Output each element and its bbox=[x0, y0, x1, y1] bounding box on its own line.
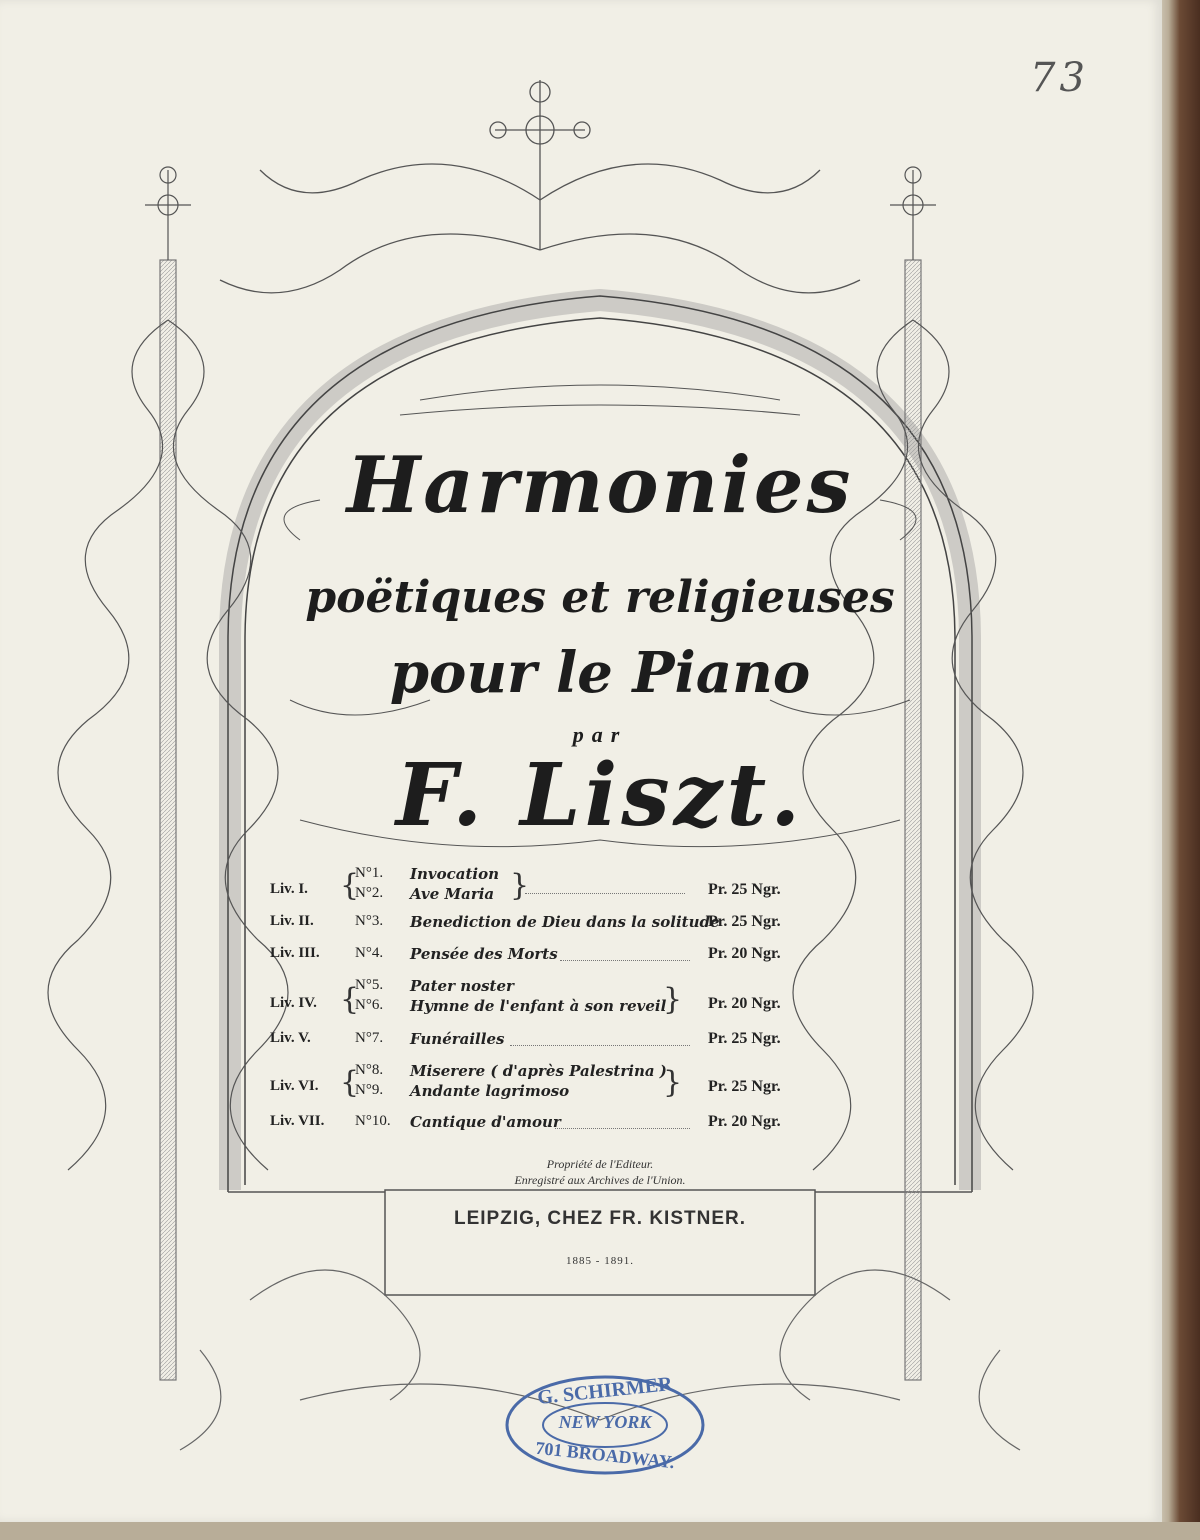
price: Pr. 20 Ngr. bbox=[708, 945, 781, 962]
piece-title: Ave Maria bbox=[410, 885, 495, 903]
composer-name: F. Liszt. bbox=[395, 745, 805, 846]
stamp-city: NEW YORK bbox=[558, 1412, 652, 1432]
piece-title: Funérailles bbox=[410, 1030, 505, 1048]
registration-notice: Enregistré aux Archives de l'Union. bbox=[514, 1173, 686, 1187]
title-line-harmonies: Harmonies bbox=[346, 440, 854, 531]
livraison-label: Liv. V. bbox=[270, 1030, 311, 1046]
publication-years: 1885 - 1891. bbox=[566, 1255, 634, 1267]
title-line-par: par bbox=[572, 722, 628, 747]
contents-row bbox=[270, 865, 840, 903]
piece-title: Benediction de Dieu dans la solitude bbox=[410, 913, 720, 931]
contents-row bbox=[270, 977, 840, 1017]
price: Pr. 20 Ngr. bbox=[708, 1113, 781, 1130]
page-edge bbox=[0, 1522, 1200, 1540]
contents-row bbox=[270, 1113, 840, 1135]
brace-left: { bbox=[340, 982, 360, 1017]
piece-title: Andante lagrimoso bbox=[410, 1082, 570, 1100]
stamp-name: G. SCHIRMER bbox=[536, 1372, 674, 1410]
imprint-panel bbox=[385, 1190, 815, 1295]
piece-number: N°7. bbox=[355, 1030, 384, 1046]
contents-row bbox=[270, 1030, 840, 1052]
brace-left: { bbox=[340, 1065, 360, 1100]
piece-title: Miserere ( d'après Palestrina ) bbox=[410, 1062, 667, 1080]
livraison-label: Liv. III. bbox=[270, 945, 320, 961]
stamp-address: 701 BROADWAY. bbox=[534, 1437, 676, 1473]
livraison-label: Liv. IV. bbox=[270, 995, 317, 1011]
piece-number: N°2. bbox=[355, 885, 384, 901]
contents-row bbox=[270, 1062, 840, 1100]
piece-number: N°4. bbox=[355, 945, 384, 961]
price: Pr. 25 Ngr. bbox=[708, 881, 781, 898]
property-notice: Propriété de l'Editeur. bbox=[546, 1157, 654, 1171]
dot-leader bbox=[525, 893, 685, 894]
piece-number: N°6. bbox=[355, 997, 384, 1013]
contents-row bbox=[270, 945, 840, 967]
piece-title: Cantique d'amour bbox=[410, 1113, 561, 1131]
title-line-poetiques: poëtiques et religieuses bbox=[305, 572, 895, 623]
top-cross-ornament bbox=[220, 80, 860, 293]
livraison-label: Liv. II. bbox=[270, 913, 314, 929]
piece-number: N°9. bbox=[355, 1082, 384, 1098]
publisher-line: LEIPZIG, CHEZ FR. KISTNER. bbox=[453, 1208, 746, 1229]
folio-number: 73 bbox=[1030, 55, 1089, 101]
piece-title: Pensée des Morts bbox=[410, 945, 558, 963]
brace-right: } bbox=[663, 982, 683, 1017]
piece-title: Hymne de l'enfant à son reveil bbox=[410, 997, 667, 1015]
price: Pr. 25 Ngr. bbox=[708, 1030, 781, 1047]
brace-left: { bbox=[340, 868, 360, 903]
piece-title: Invocation bbox=[410, 865, 500, 883]
livraison-label: Liv. VI. bbox=[270, 1078, 319, 1094]
piece-number: N°8. bbox=[355, 1062, 384, 1078]
price: Pr. 20 Ngr. bbox=[708, 995, 781, 1012]
piece-number: N°1. bbox=[355, 865, 384, 881]
livraison-label: Liv. VII. bbox=[270, 1113, 325, 1129]
piece-title: Pater noster bbox=[410, 977, 514, 995]
price: Pr. 25 Ngr. bbox=[708, 913, 781, 930]
price: Pr. 25 Ngr. bbox=[708, 1078, 781, 1095]
brace-right: } bbox=[510, 868, 530, 903]
dot-leader bbox=[555, 1128, 690, 1129]
piece-number: N°5. bbox=[355, 977, 384, 993]
brace-right: } bbox=[663, 1065, 683, 1100]
dot-leader bbox=[560, 960, 690, 961]
piece-number: N°10. bbox=[355, 1113, 391, 1129]
dot-leader bbox=[510, 1045, 690, 1046]
left-column-ornament bbox=[48, 167, 288, 1380]
livraison-label: Liv. I. bbox=[270, 881, 308, 897]
title-line-pour-le-piano: pour le Piano bbox=[389, 640, 811, 706]
contents-row bbox=[270, 913, 840, 935]
piece-number: N°3. bbox=[355, 913, 384, 929]
